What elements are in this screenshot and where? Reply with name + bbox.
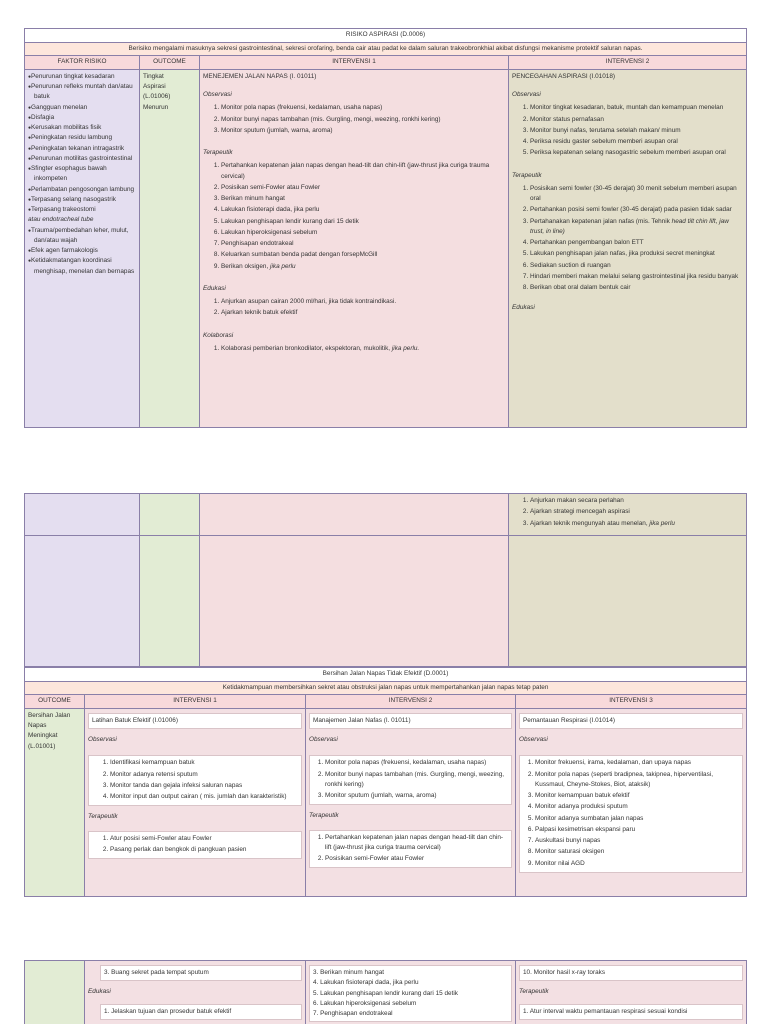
header-intervention-2: INTERVENSI 2 xyxy=(509,56,747,70)
list-item: 4. Lakukan fisioterapi dada, jika perlu xyxy=(221,205,505,215)
list-item xyxy=(221,344,505,354)
list-item: 3. Monitor bunyi nafas, terutama setelah makan/ minum xyxy=(530,126,743,136)
outcome-line: Menurun xyxy=(143,103,169,111)
list-item: 8. Monitor saturasi oksigen xyxy=(535,847,739,857)
definition: Berisiko mengalami masuknya sekresi gastrointestinal, sekresi orofaring, benda cair atau padat ke dalam saluran trakeobronkhial akibat disfungsi mekanisme protektif saluran napas. xyxy=(25,42,747,56)
outcome-line: Aspirasi xyxy=(143,83,166,91)
intervention-3-cell xyxy=(516,708,747,896)
outcome-line: Bersihan Jalan xyxy=(28,711,71,719)
edukasi-continuation xyxy=(509,494,747,536)
list-item xyxy=(221,262,505,272)
intervention-title: Latihan Batuk Efektif (I.01006) xyxy=(88,713,302,729)
list-item: ● Efek agen farmakologis xyxy=(28,246,136,256)
outcome-line: Meningkat xyxy=(28,732,58,740)
intervention-2-continuation xyxy=(306,961,516,1024)
section-observasi: Observasi xyxy=(512,91,541,99)
list-item: 1. Monitor pola napas (frekuensi, kedalaman, usaha napas) xyxy=(325,758,508,768)
list-item: 2. Pasang perlak dan bengkok di pangkuan pasien xyxy=(110,845,298,855)
intervention-title: Pemantauan Respirasi (I.01014) xyxy=(519,713,743,729)
list-item: ● Peningkatan tekanan intragastrik xyxy=(28,144,136,154)
list-item: 2. Monitor bunyi napas tambahan (mis. Gurgling, mengi, weezing, ronkhi kering) xyxy=(325,770,508,791)
empty-cell xyxy=(200,494,509,536)
list-item: 5. Periksa kepatenan selang nasogastric sebelum memberi asupan oral xyxy=(530,148,743,158)
section-terapeutik: Terapeutik xyxy=(309,812,339,820)
item-italic: head tilt chin lift, jaw trust, in line) xyxy=(530,217,729,235)
intervention-1-continuation xyxy=(85,961,306,1024)
section-edukasi: Edukasi xyxy=(512,304,535,312)
list-item: 3. Monitor sputum (jumlah, warna, aroma) xyxy=(221,126,505,136)
intervention-2-cell xyxy=(306,708,516,896)
list-item: 1. Monitor frekuensi, irama, kedalaman, dan upaya napas xyxy=(535,758,739,768)
list-item: 1. Identifikasi kemampuan batuk xyxy=(110,758,298,768)
intervention-2-cell xyxy=(509,69,747,427)
intervention-1-cell xyxy=(200,69,509,427)
empty-cell xyxy=(25,961,85,1024)
section-edukasi: Edukasi xyxy=(88,988,111,996)
item-text: Pertahanakan kepatenan jalan nafas (mis. Tehnik xyxy=(530,217,670,225)
list-item: 1. Atur posisi semi-Fowler atau Fowler xyxy=(110,834,298,844)
list-item: ● Kerusakan mobilitas fisik xyxy=(28,123,136,133)
list-item: 7. Hindari memberi makan melalui selang gastrointestinal jika residu banyak xyxy=(530,272,743,282)
airway-continuation-table xyxy=(24,960,747,1024)
section-observasi: Observasi xyxy=(309,736,338,744)
list-item: 1. Atur interval waktu pemantauan respirasi sesuai kondisi xyxy=(519,1004,743,1020)
header-intervention-2: INTERVENSI 2 xyxy=(306,695,516,709)
risk-aspiration-table xyxy=(24,28,747,428)
empty-cell xyxy=(25,494,140,536)
section-observasi: Observasi xyxy=(88,736,117,744)
list-item: 3. Buang sekret pada tempat sputum xyxy=(100,965,302,981)
list-item: 6. Lakukan hiperoksigenasi sebelum xyxy=(221,228,505,238)
list-item: 1. Pertahankan kepatenan jalan napas dengan head-tilt dan chin-lift (jaw-thrust jika curiga trauma cervical) xyxy=(221,161,505,182)
list-item: ● Perlambatan pengosongan lambung xyxy=(28,185,136,195)
intervention-title: MENEJEMEN JALAN NAPAS (I. 01011) xyxy=(203,72,317,80)
section-terapeutik: Terapeutik xyxy=(203,149,233,157)
header-intervention-1: INTERVENSI 1 xyxy=(85,695,306,709)
outcome-cell xyxy=(25,708,85,896)
list-item: 5. Lakukan penghisapan lendir kurang dari 15 detik xyxy=(221,217,505,227)
item-italic: jika perlu xyxy=(649,519,675,527)
list-item: 5. Monitor adanya sumbatan jalan napas xyxy=(535,814,739,824)
intervention-title: Manajemen Jalan Nafas (I. 01011) xyxy=(309,713,512,729)
list-item: 2. Ajarkan teknik batuk efektif xyxy=(221,308,505,318)
empty-cell xyxy=(25,536,140,667)
list-item: ● Terpasang selang nasogastrik xyxy=(28,195,136,205)
continuation-table xyxy=(24,493,747,667)
list-item: ● Penurunan tingkat kesadaran xyxy=(28,72,136,82)
header-outcome: OUTCOME xyxy=(140,56,200,70)
risk-factor-list xyxy=(25,69,140,427)
header-outcome: OUTCOME xyxy=(25,695,85,709)
list-item: ● Penurunan refleks muntah dan/atau batuk xyxy=(28,82,136,103)
list-item: 8. Berikan obat oral dalam bentuk cair xyxy=(530,283,743,293)
section-edukasi: Edukasi xyxy=(203,284,226,292)
list-item: ● Disfagia xyxy=(28,113,136,123)
empty-cell xyxy=(140,494,200,536)
empty-cell xyxy=(509,536,747,667)
item-text: Berikan oksigen, xyxy=(221,262,269,270)
outcome-line: (L.01001) xyxy=(28,742,56,750)
list-item: 2. Posisikan semi-Fowler atau Fowler xyxy=(221,183,505,193)
list-item: 7. Auskultasi bunyi napas xyxy=(535,836,739,846)
list-item: 1. Anjurkan asupan cairan 2000 ml/hari, jika tidak kontraindikasi. xyxy=(221,297,505,307)
intervention-1-cell xyxy=(85,708,306,896)
list-item: ● Ketidakmatangan koordinasi menghisap, menelan dan bernapas xyxy=(28,256,136,277)
list-item: 2. Monitor status pernafasan xyxy=(530,115,743,125)
list-item: ● Trauma/pembedahan leher, mulut, dan/atau wajah xyxy=(28,226,136,247)
list-item: 2. Posisikan semi-Fowler atau Fowler xyxy=(325,854,508,864)
list-item: 6. Palpasi kesimetrisan ekspansi paru xyxy=(535,825,739,835)
list-item: 9. Monitor nilai AGD xyxy=(535,859,739,869)
definition: Ketidakmampuan membersihkan sekret atau obstruksi jalan napas untuk mempertahankan jalan napas tetap paten xyxy=(25,681,747,695)
outcome-line: Napas xyxy=(28,722,47,730)
table-title: Bersihan Jalan Napas Tidak Efektif (D.0001) xyxy=(25,668,747,682)
list-item: 1. Monitor tingkat kesadaran, batuk, muntah dan kemampuan menelan xyxy=(530,103,743,113)
intervention-3-continuation xyxy=(516,961,747,1024)
list-item: 1. Posisikan semi fowler (30-45 derajat) 30 menit sebelum memberi asupan oral xyxy=(530,184,743,205)
list-item: 1. Jelaskan tujuan dan prosedur batuk efektif xyxy=(100,1004,302,1020)
empty-cell xyxy=(140,536,200,667)
list-item: 4. Monitor adanya produksi sputum xyxy=(535,802,739,812)
list-item: 2. Ajarkan strategi mencegah aspirasi xyxy=(530,507,743,517)
list-item xyxy=(530,217,743,238)
table-title: RISIKO ASPIRASI (D.0006) xyxy=(25,29,747,43)
list-item: 3. Berikan minum hangat xyxy=(313,969,385,976)
list-item: 2. Pertahankan posisi semi fowler (30-45 derajat) pada pasien tidak sadar xyxy=(530,205,743,215)
list-item: 10. Monitor hasil x-ray toraks xyxy=(519,965,743,981)
list-item: 2. Monitor adanya retensi sputum xyxy=(110,770,298,780)
section-kolaborasi: Kolaborasi xyxy=(203,331,234,339)
item-text: Ajarkan teknik mengunyah atau menelan, xyxy=(530,519,648,527)
list-item: 4. Periksa residu gaster sebelum memberi asupan oral xyxy=(530,137,743,147)
list-item: 3. Berikan minum hangat xyxy=(221,194,505,204)
list-item: 6. Sediakan suction di ruangan xyxy=(530,261,743,271)
list-item: ● Peningkatan residu lambung xyxy=(28,133,136,143)
list-item: 5. Lakukan penghisapan jalan nafas, jika produksi secret meningkat xyxy=(530,249,743,259)
header-intervention-1: INTERVENSI 1 xyxy=(200,56,509,70)
item-italic: jika perlu xyxy=(270,262,296,270)
list-item xyxy=(530,519,743,529)
list-item: 5. Lakukan penghisapan lendir kurang dari 15 detik xyxy=(313,989,458,997)
section-terapeutik: Terapeutik xyxy=(512,171,542,179)
list-item: ● Gangguan menelan xyxy=(28,103,136,113)
list-item: 1. Pertahankan kepatenan jalan napas dengan head-tilt dan chin-lift (jaw-thrust jika curiga trauma cervical) xyxy=(325,833,508,854)
airway-clearance-table xyxy=(24,667,747,897)
header-risk-factor: FAKTOR RISIKO xyxy=(25,56,140,70)
list-item: ● Terpasang trakeostomi xyxy=(28,205,136,215)
item-italic: jika perlu. xyxy=(391,344,420,352)
section-observasi: Observasi xyxy=(203,91,232,99)
intervention-title: PENCEGAHAN ASPIRASI (I.01018) xyxy=(512,72,615,80)
list-item: 1. Monitor pola napas (frekuensi, kedalaman, usaha napas) xyxy=(221,103,505,113)
list-item: 2. Monitor pola napas (seperti bradipnea, takipnea, hiperventilasi, Kussmaul, Cheyne-Stokes, Biot, ataksik) xyxy=(535,770,739,791)
outcome-line: Tingkat xyxy=(143,72,164,80)
empty-cell xyxy=(200,536,509,667)
list-item: 7. Penghisapan endotrakeal xyxy=(313,1010,393,1017)
list-item: 4. Monitor input dan output cairan ( mis. jumlah dan karakteristik) xyxy=(110,792,298,802)
outcome-cell xyxy=(140,69,200,427)
list-item: 8. Keluarkan sumbatan benda padat dengan forsepMcGill xyxy=(221,250,505,260)
header-intervention-3: INTERVENSI 3 xyxy=(516,695,747,709)
list-item: 3. Monitor tanda dan gejala infeksi saluran napas xyxy=(110,781,298,791)
section-observasi: Observasi xyxy=(519,736,548,744)
risk-factor-note: atau endotracheal tube xyxy=(28,216,94,224)
list-item: ● Penurunan motilitas gastrointestinal xyxy=(28,154,136,164)
item-text: Kolaborasi pemberian bronkodilator, ekspektoran, mukolitik, xyxy=(221,344,391,352)
list-item: 7. Penghisapan endotrakeal xyxy=(221,239,505,249)
section-terapeutik: Terapeutik xyxy=(519,988,549,996)
list-item: 2. Monitor bunyi napas tambahan (mis. Gurgling, mengi, weezing, ronkhi kering) xyxy=(221,115,505,125)
list-item: 3. Monitor sputum (jumlah, warna, aroma) xyxy=(325,791,508,801)
list-item: ● Sfingter esophagus bawah inkompeten xyxy=(28,164,136,185)
list-item: 1. Anjurkan makan secara perlahan xyxy=(530,496,743,506)
list-item: 4. Pertahankan pengembangan balon ETT xyxy=(530,238,743,248)
list-item: 3. Monitor kemampuan batuk efektif xyxy=(535,791,739,801)
section-terapeutik: Terapeutik xyxy=(88,813,118,821)
list-item: 4. Lakukan fisioterapi dada, jika perlu xyxy=(313,979,419,987)
outcome-line: (L.01006) xyxy=(143,93,171,101)
list-item: 6. Lakukan hiperoksigenasi sebelum xyxy=(313,999,417,1007)
